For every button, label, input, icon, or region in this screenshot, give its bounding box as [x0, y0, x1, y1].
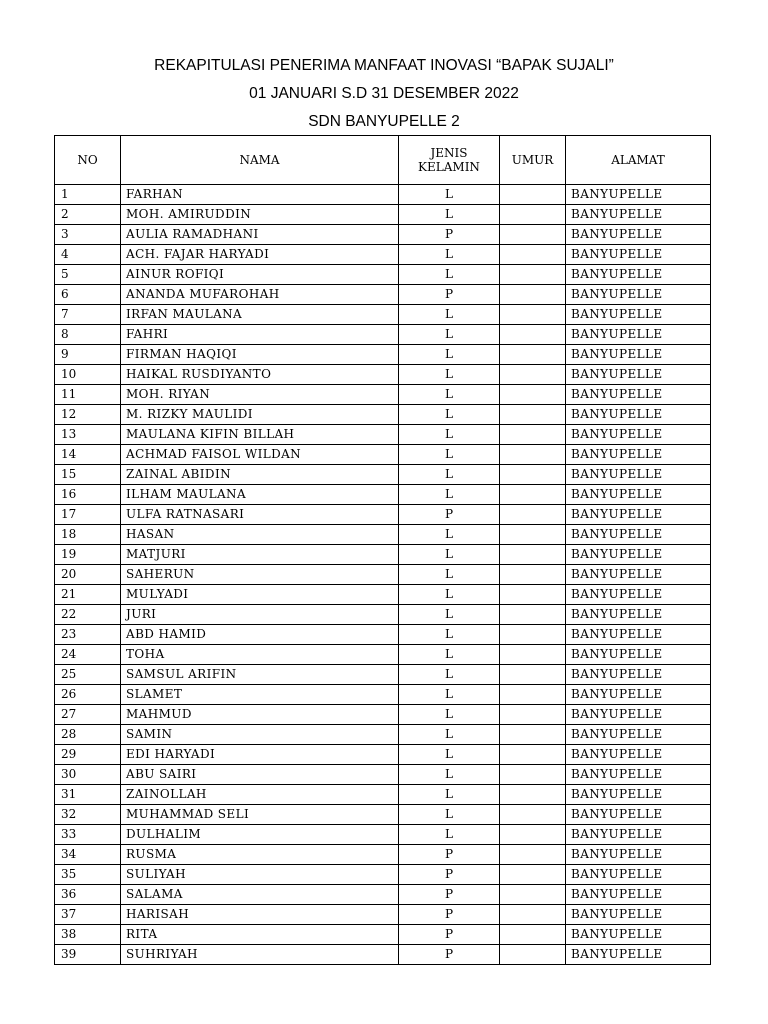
cell-nama: SAMSUL ARIFIN [121, 665, 399, 685]
cell-nama: M. RIZKY MAULIDI [121, 405, 399, 425]
cell-no: 21 [55, 585, 121, 605]
table-row [55, 545, 711, 565]
cell-no: 24 [55, 645, 121, 665]
cell-alamat: BANYUPELLE [566, 425, 711, 445]
cell-no: 22 [55, 605, 121, 625]
table-row [55, 365, 711, 385]
cell-nama: EDI HARYADI [121, 745, 399, 765]
cell-umur [500, 485, 566, 505]
cell-nama: MUHAMMAD SELI [121, 805, 399, 825]
cell-nama: AULIA RAMADHANI [121, 225, 399, 245]
cell-nama: RITA [121, 925, 399, 945]
cell-no: 26 [55, 685, 121, 705]
cell-nama: HASAN [121, 525, 399, 545]
cell-nama: IRFAN MAULANA [121, 305, 399, 325]
cell-jenis-kelamin: L [399, 725, 500, 745]
cell-umur [500, 605, 566, 625]
cell-jenis-kelamin: L [399, 785, 500, 805]
cell-jenis-kelamin: L [399, 825, 500, 845]
cell-jenis-kelamin: L [399, 545, 500, 565]
document-title: REKAPITULASI PENERIMA MANFAAT INOVASI “BAPAK SUJALI” [154, 57, 614, 74]
cell-jenis-kelamin: P [399, 865, 500, 885]
table-row [55, 665, 711, 685]
cell-umur [500, 545, 566, 565]
cell-no: 2 [55, 205, 121, 225]
table-row [55, 905, 711, 925]
cell-umur [500, 745, 566, 765]
cell-alamat: BANYUPELLE [566, 345, 711, 365]
table-row [55, 565, 711, 585]
cell-no: 13 [55, 425, 121, 445]
cell-umur [500, 465, 566, 485]
cell-jenis-kelamin: L [399, 405, 500, 425]
cell-jenis-kelamin: L [399, 265, 500, 285]
cell-jenis-kelamin: P [399, 925, 500, 945]
header-umur: UMUR [500, 136, 566, 185]
cell-nama: HARISAH [121, 905, 399, 925]
cell-alamat: BANYUPELLE [566, 185, 711, 205]
cell-nama: MULYADI [121, 585, 399, 605]
cell-nama: DULHALIM [121, 825, 399, 845]
cell-jenis-kelamin: L [399, 525, 500, 545]
cell-no: 5 [55, 265, 121, 285]
cell-umur [500, 305, 566, 325]
cell-jenis-kelamin: P [399, 505, 500, 525]
cell-nama: AINUR ROFIQI [121, 265, 399, 285]
table-row [55, 385, 711, 405]
cell-nama: SAMIN [121, 725, 399, 745]
table-row [55, 765, 711, 785]
cell-nama: FIRMAN HAQIQI [121, 345, 399, 365]
cell-alamat: BANYUPELLE [566, 305, 711, 325]
cell-jenis-kelamin: L [399, 765, 500, 785]
cell-umur [500, 845, 566, 865]
cell-nama: ZAINOLLAH [121, 785, 399, 805]
cell-nama: TOHA [121, 645, 399, 665]
cell-umur [500, 805, 566, 825]
cell-alamat: BANYUPELLE [566, 805, 711, 825]
beneficiary-table [54, 135, 711, 965]
cell-no: 35 [55, 865, 121, 885]
cell-umur [500, 625, 566, 645]
cell-alamat: BANYUPELLE [566, 385, 711, 405]
cell-no: 16 [55, 485, 121, 505]
cell-umur [500, 705, 566, 725]
cell-alamat: BANYUPELLE [566, 265, 711, 285]
cell-alamat: BANYUPELLE [566, 465, 711, 485]
cell-no: 8 [55, 325, 121, 345]
cell-alamat: BANYUPELLE [566, 925, 711, 945]
cell-alamat: BANYUPELLE [566, 245, 711, 265]
cell-umur [500, 865, 566, 885]
cell-no: 9 [55, 345, 121, 365]
cell-umur [500, 285, 566, 305]
cell-nama: ACHMAD FAISOL WILDAN [121, 445, 399, 465]
table-row [55, 425, 711, 445]
cell-alamat: BANYUPELLE [566, 745, 711, 765]
cell-no: 33 [55, 825, 121, 845]
cell-alamat: BANYUPELLE [566, 685, 711, 705]
cell-nama: ABU SAIRI [121, 765, 399, 785]
table-row [55, 485, 711, 505]
cell-alamat: BANYUPELLE [566, 645, 711, 665]
cell-nama: SLAMET [121, 685, 399, 705]
header-jenis-kelamin-line2: KELAMIN [418, 160, 480, 174]
table-row [55, 465, 711, 485]
cell-umur [500, 905, 566, 925]
cell-jenis-kelamin: L [399, 745, 500, 765]
table-row [55, 245, 711, 265]
cell-alamat: BANYUPELLE [566, 765, 711, 785]
cell-umur [500, 945, 566, 965]
cell-umur [500, 765, 566, 785]
cell-no: 19 [55, 545, 121, 565]
cell-umur [500, 225, 566, 245]
cell-nama: ILHAM MAULANA [121, 485, 399, 505]
cell-no: 30 [55, 765, 121, 785]
cell-alamat: BANYUPELLE [566, 325, 711, 345]
cell-no: 6 [55, 285, 121, 305]
cell-no: 17 [55, 505, 121, 525]
table-row [55, 265, 711, 285]
document-title-block [0, 56, 768, 140]
cell-umur [500, 825, 566, 845]
cell-umur [500, 565, 566, 585]
cell-jenis-kelamin: L [399, 205, 500, 225]
table-row [55, 805, 711, 825]
cell-nama: ABD HAMID [121, 625, 399, 645]
table-row [55, 345, 711, 365]
cell-no: 36 [55, 885, 121, 905]
cell-nama: JURI [121, 605, 399, 625]
cell-no: 12 [55, 405, 121, 425]
cell-nama: MAHMUD [121, 705, 399, 725]
cell-jenis-kelamin: L [399, 605, 500, 625]
cell-umur [500, 265, 566, 285]
cell-alamat: BANYUPELLE [566, 785, 711, 805]
cell-jenis-kelamin: L [399, 345, 500, 365]
cell-umur [500, 585, 566, 605]
cell-no: 29 [55, 745, 121, 765]
cell-alamat: BANYUPELLE [566, 605, 711, 625]
cell-jenis-kelamin: L [399, 565, 500, 585]
cell-jenis-kelamin: P [399, 885, 500, 905]
cell-jenis-kelamin: P [399, 225, 500, 245]
cell-nama: ANANDA MUFAROHAH [121, 285, 399, 305]
cell-alamat: BANYUPELLE [566, 865, 711, 885]
cell-no: 28 [55, 725, 121, 745]
cell-no: 20 [55, 565, 121, 585]
cell-nama: ACH. FAJAR HARYADI [121, 245, 399, 265]
cell-no: 3 [55, 225, 121, 245]
cell-umur [500, 345, 566, 365]
cell-jenis-kelamin: L [399, 805, 500, 825]
cell-umur [500, 205, 566, 225]
cell-umur [500, 405, 566, 425]
document-period: 01 JANUARI S.D 31 DESEMBER 2022 [249, 85, 519, 102]
cell-alamat: BANYUPELLE [566, 505, 711, 525]
cell-jenis-kelamin: L [399, 645, 500, 665]
cell-nama: SALAMA [121, 885, 399, 905]
cell-no: 38 [55, 925, 121, 945]
cell-umur [500, 385, 566, 405]
cell-alamat: BANYUPELLE [566, 705, 711, 725]
cell-no: 7 [55, 305, 121, 325]
cell-jenis-kelamin: L [399, 365, 500, 385]
cell-umur [500, 645, 566, 665]
table-row [55, 605, 711, 625]
table-row [55, 405, 711, 425]
table-row [55, 865, 711, 885]
cell-umur [500, 785, 566, 805]
cell-alamat: BANYUPELLE [566, 945, 711, 965]
cell-no: 27 [55, 705, 121, 725]
cell-nama: RUSMA [121, 845, 399, 865]
cell-jenis-kelamin: P [399, 945, 500, 965]
cell-alamat: BANYUPELLE [566, 365, 711, 385]
cell-alamat: BANYUPELLE [566, 845, 711, 865]
cell-no: 14 [55, 445, 121, 465]
table-row [55, 885, 711, 905]
cell-umur [500, 725, 566, 745]
cell-alamat: BANYUPELLE [566, 625, 711, 645]
cell-alamat: BANYUPELLE [566, 885, 711, 905]
cell-jenis-kelamin: L [399, 305, 500, 325]
cell-no: 11 [55, 385, 121, 405]
cell-nama: MOH. AMIRUDDIN [121, 205, 399, 225]
table-row [55, 325, 711, 345]
cell-nama: MATJURI [121, 545, 399, 565]
cell-jenis-kelamin: L [399, 465, 500, 485]
table-row [55, 825, 711, 845]
cell-jenis-kelamin: L [399, 665, 500, 685]
table-row [55, 225, 711, 245]
cell-alamat: BANYUPELLE [566, 825, 711, 845]
cell-jenis-kelamin: P [399, 285, 500, 305]
table-row [55, 625, 711, 645]
cell-jenis-kelamin: L [399, 685, 500, 705]
cell-no: 10 [55, 365, 121, 385]
cell-alamat: BANYUPELLE [566, 545, 711, 565]
school-name: SDN BANYUPELLE 2 [308, 113, 460, 130]
header-jenis-kelamin-line1: JENIS [430, 146, 468, 160]
cell-nama: SULIYAH [121, 865, 399, 885]
cell-jenis-kelamin: P [399, 905, 500, 925]
cell-no: 39 [55, 945, 121, 965]
cell-jenis-kelamin: L [399, 385, 500, 405]
cell-jenis-kelamin: L [399, 485, 500, 505]
cell-alamat: BANYUPELLE [566, 285, 711, 305]
cell-umur [500, 525, 566, 545]
table-row [55, 945, 711, 965]
cell-nama: ULFA RATNASARI [121, 505, 399, 525]
cell-umur [500, 505, 566, 525]
table-row [55, 645, 711, 665]
cell-no: 15 [55, 465, 121, 485]
cell-nama: SAHERUN [121, 565, 399, 585]
cell-alamat: BANYUPELLE [566, 445, 711, 465]
cell-umur [500, 685, 566, 705]
cell-jenis-kelamin: L [399, 425, 500, 445]
table-row [55, 505, 711, 525]
cell-umur [500, 365, 566, 385]
cell-no: 4 [55, 245, 121, 265]
cell-umur [500, 925, 566, 945]
table-header-row [55, 136, 711, 185]
table-row [55, 205, 711, 225]
cell-alamat: BANYUPELLE [566, 565, 711, 585]
table-row [55, 745, 711, 765]
cell-no: 31 [55, 785, 121, 805]
cell-umur [500, 445, 566, 465]
cell-alamat: BANYUPELLE [566, 725, 711, 745]
cell-alamat: BANYUPELLE [566, 225, 711, 245]
cell-nama: FAHRI [121, 325, 399, 345]
cell-nama: MOH. RIYAN [121, 385, 399, 405]
table-row [55, 925, 711, 945]
table-row [55, 445, 711, 465]
table-body [55, 185, 711, 965]
header-jenis-kelamin [399, 136, 500, 185]
table-row [55, 285, 711, 305]
cell-jenis-kelamin: L [399, 185, 500, 205]
table-row [55, 705, 711, 725]
header-alamat: ALAMAT [566, 136, 711, 185]
cell-no: 18 [55, 525, 121, 545]
cell-nama: HAIKAL RUSDIYANTO [121, 365, 399, 385]
table-row [55, 685, 711, 705]
cell-alamat: BANYUPELLE [566, 205, 711, 225]
table-row [55, 725, 711, 745]
cell-jenis-kelamin: L [399, 245, 500, 265]
header-no: NO [55, 136, 121, 185]
cell-no: 32 [55, 805, 121, 825]
cell-umur [500, 245, 566, 265]
cell-jenis-kelamin: L [399, 325, 500, 345]
cell-umur [500, 425, 566, 445]
table-row [55, 525, 711, 545]
cell-no: 34 [55, 845, 121, 865]
cell-jenis-kelamin: P [399, 845, 500, 865]
table-row [55, 185, 711, 205]
cell-nama: SUHRIYAH [121, 945, 399, 965]
cell-alamat: BANYUPELLE [566, 585, 711, 605]
cell-no: 37 [55, 905, 121, 925]
cell-no: 25 [55, 665, 121, 685]
table-row [55, 785, 711, 805]
cell-alamat: BANYUPELLE [566, 905, 711, 925]
cell-alamat: BANYUPELLE [566, 405, 711, 425]
cell-umur [500, 665, 566, 685]
cell-nama: ZAINAL ABIDIN [121, 465, 399, 485]
cell-jenis-kelamin: L [399, 705, 500, 725]
cell-umur [500, 185, 566, 205]
cell-nama: MAULANA KIFIN BILLAH [121, 425, 399, 445]
table-row [55, 305, 711, 325]
cell-alamat: BANYUPELLE [566, 665, 711, 685]
cell-nama: FARHAN [121, 185, 399, 205]
table-row [55, 585, 711, 605]
cell-alamat: BANYUPELLE [566, 485, 711, 505]
cell-jenis-kelamin: L [399, 585, 500, 605]
cell-no: 1 [55, 185, 121, 205]
cell-jenis-kelamin: L [399, 445, 500, 465]
cell-jenis-kelamin: L [399, 625, 500, 645]
cell-no: 23 [55, 625, 121, 645]
table-row [55, 845, 711, 865]
cell-umur [500, 325, 566, 345]
cell-alamat: BANYUPELLE [566, 525, 711, 545]
header-nama: NAMA [121, 136, 399, 185]
cell-umur [500, 885, 566, 905]
